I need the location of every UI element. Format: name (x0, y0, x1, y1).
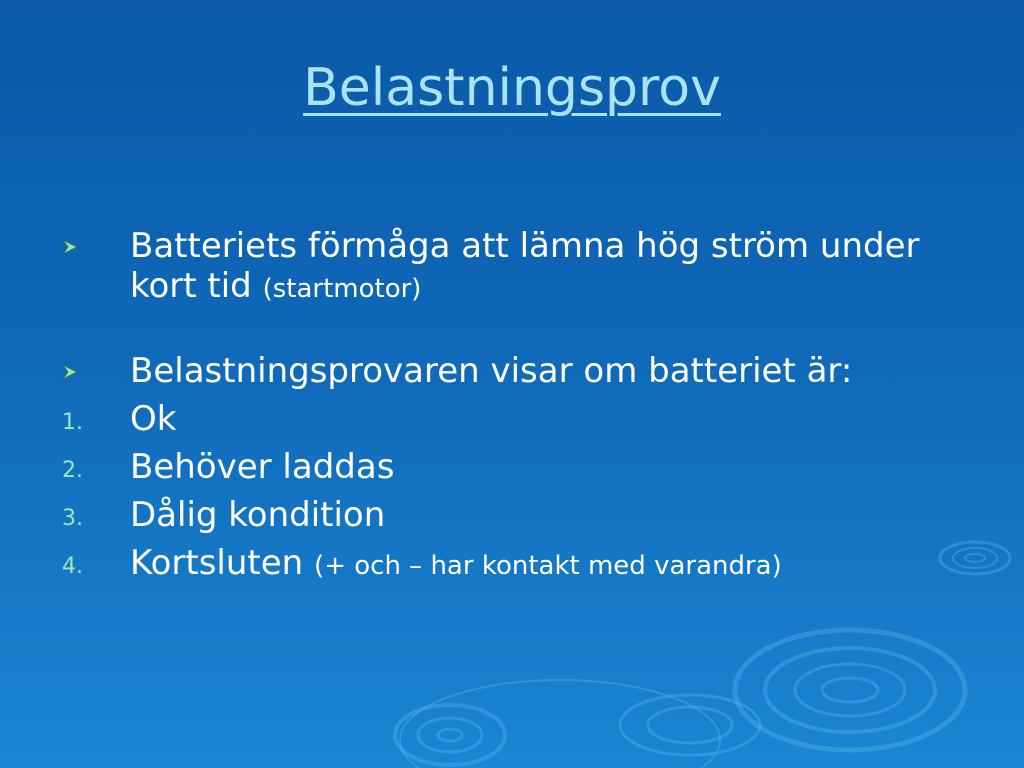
numbered-note: (+ och – har kontakt med varandra) (314, 551, 782, 581)
list-number: 2. (62, 458, 83, 483)
list-number: 4. (62, 554, 83, 579)
bullet-item (62, 226, 962, 309)
numbered-text: Dålig kondition (130, 495, 386, 535)
bullet-item (62, 351, 962, 391)
bullet-text: Belastningsprovaren visar om batteriet är: (130, 351, 853, 391)
numbered-text: Ok (130, 399, 177, 439)
numbered-item (62, 543, 962, 586)
list-number: 3. (62, 506, 83, 531)
slide-title: Belastningsprov (303, 58, 721, 118)
bullet-text: Batteriets förmåga att lämna hög ström under kort tid (130, 226, 920, 306)
numbered-item (62, 399, 962, 439)
numbered-text: Kortsluten (130, 543, 304, 583)
arrowhead-bullet-icon (62, 351, 92, 391)
numbered-item (62, 495, 962, 535)
numbered-text: Behöver laddas (130, 447, 395, 487)
slide-body (62, 226, 962, 586)
list-number: 1. (62, 410, 83, 435)
bullet-note: (startmotor) (262, 274, 422, 304)
numbered-item (62, 447, 962, 487)
arrowhead-bullet-icon (62, 226, 92, 266)
